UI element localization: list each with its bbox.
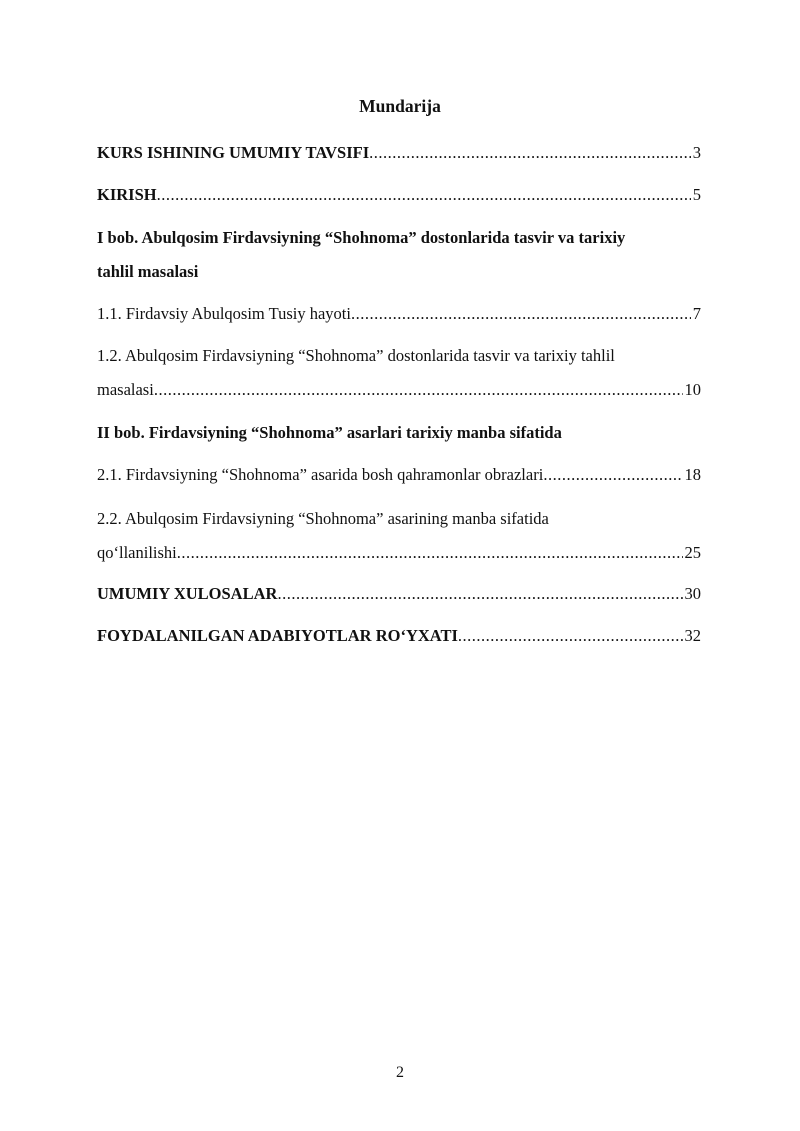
toc-entry-label: KIRISH — [97, 185, 157, 204]
toc-entry-page: 3 — [692, 143, 701, 162]
page-title: Mundarija — [359, 96, 441, 116]
toc-entry-section-2-2[interactable] — [97, 502, 701, 570]
toc-entry-bibliography[interactable] — [97, 619, 701, 653]
toc-entry-page: 7 — [692, 304, 701, 323]
toc-entry-label: 1.1. Firdavsiy Abulqosim Tusiy hayoti — [97, 304, 351, 323]
dot-leader — [157, 178, 691, 212]
toc-entry-page: 10 — [684, 380, 701, 399]
toc-entry-section-2-1[interactable] — [97, 458, 701, 492]
dot-leader — [177, 536, 683, 570]
toc-entry-page: 30 — [684, 584, 701, 603]
toc-entry-section-1-2[interactable] — [97, 339, 701, 407]
dot-leader — [543, 458, 682, 492]
toc-entry-introduction[interactable] — [97, 178, 701, 212]
toc-entry-general-description[interactable] — [97, 136, 701, 170]
toc-entry-label: FOYDALANILGAN ADABIYOTLAR RO‘YXATI — [97, 626, 458, 645]
toc-entry-label-line1: 2.2. Abulqosim Firdavsiyning “Shohnoma” asarining manba sifatida — [97, 509, 549, 528]
toc-entry-page: 18 — [684, 465, 701, 484]
toc-entry-label: UMUMIY XULOSALAR — [97, 584, 278, 603]
dot-leader — [351, 297, 691, 331]
toc-entry-page: 25 — [684, 543, 701, 562]
toc-entry-label: II bob. Firdavsiyning “Shohnoma” asarlari tarixiy manba sifatida — [97, 423, 562, 442]
toc-entry-chapter-1[interactable] — [97, 221, 701, 289]
toc-entry-label-line1: I bob. Abulqosim Firdavsiyning “Shohnoma” dostonlarida tasvir va tarixiy — [97, 228, 626, 247]
dot-leader — [458, 619, 683, 653]
toc-entry-page: 32 — [684, 626, 701, 645]
toc-entry-section-1-1[interactable] — [97, 297, 701, 331]
dot-leader — [369, 136, 691, 170]
toc-entry-label-line1: 1.2. Abulqosim Firdavsiyning “Shohnoma” dostonlarida tasvir va tarixiy tahlil — [97, 346, 615, 365]
toc-entry-label-line2: qo‘llanilishi — [97, 543, 177, 562]
toc-entry-label-line2: masalasi — [97, 380, 154, 399]
toc-entry-page: 5 — [692, 185, 701, 204]
toc-entry-label: KURS ISHINING UMUMIY TAVSIFI — [97, 143, 370, 162]
dot-leader — [154, 373, 683, 407]
dot-leader — [277, 577, 682, 611]
toc-entry-label: 2.1. Firdavsiyning “Shohnoma” asarida bosh qahramonlar obrazlari — [97, 465, 544, 484]
toc-entry-label-line2: tahlil masalasi — [97, 262, 199, 281]
toc-entry-conclusions[interactable] — [97, 577, 701, 611]
page-number: 2 — [396, 1064, 404, 1081]
toc-entry-chapter-2[interactable] — [97, 416, 701, 450]
